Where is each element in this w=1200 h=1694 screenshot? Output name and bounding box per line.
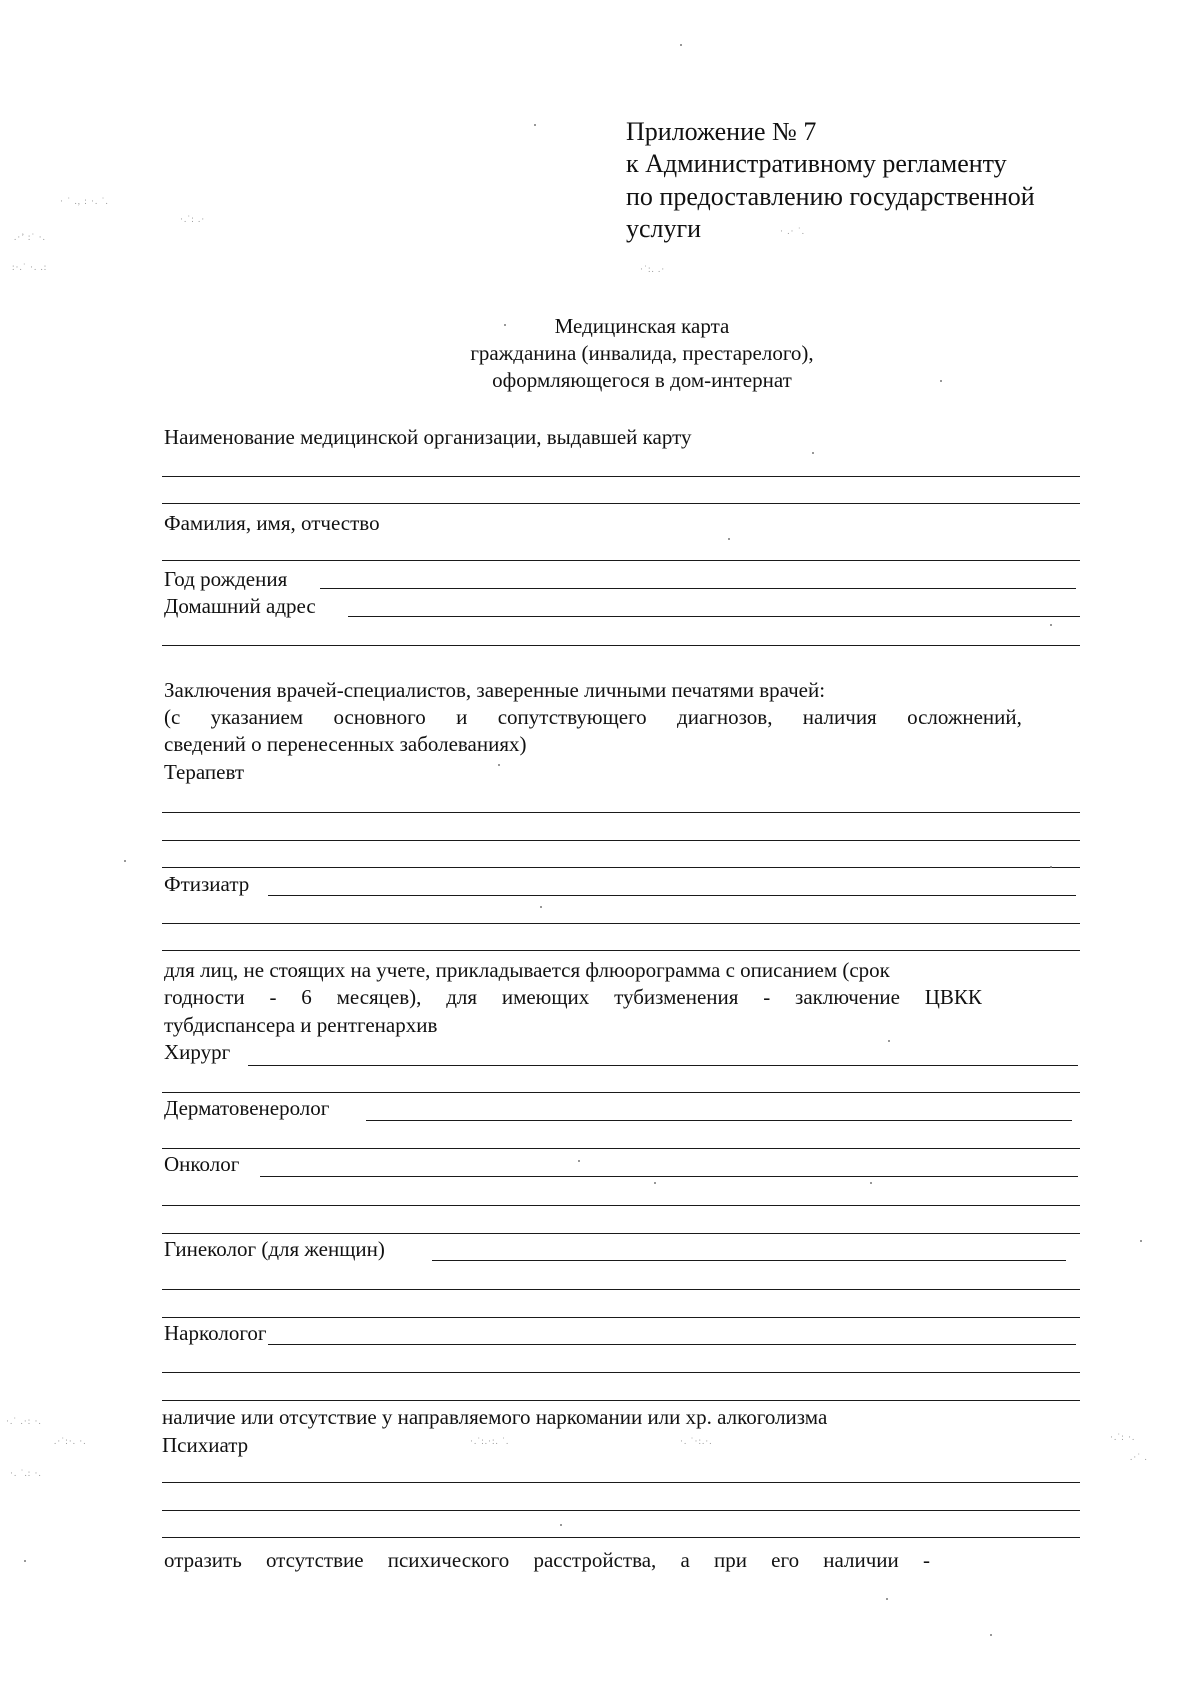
oncologist-line-1[interactable] [260, 1176, 1078, 1177]
scan-speck [654, 1182, 656, 1184]
therapist-line-2[interactable] [162, 840, 1080, 841]
psychiatric-note [164, 1547, 930, 1573]
scan-noise: .·’ :˙ ·. [14, 232, 46, 242]
scan-speck [1050, 866, 1052, 868]
psychiatrist-line-3[interactable] [162, 1537, 1080, 1538]
surgeon-line-1[interactable] [248, 1065, 1078, 1066]
home-address-line-2[interactable] [162, 645, 1080, 646]
scan-noise: ·.˙:.·:. ˙. [470, 1436, 510, 1446]
word: ЦВКК [924, 985, 982, 1009]
gynecologist-label: Гинеколог (для женщин) [164, 1237, 385, 1261]
word: расстройства, [533, 1548, 657, 1572]
word: указанием [210, 705, 304, 729]
narcologist-label: Наркологог [164, 1321, 267, 1345]
full-name-line[interactable] [162, 560, 1080, 561]
scan-speck [888, 1040, 890, 1042]
phthisiatrician-label: Фтизиатр [164, 872, 250, 896]
narcologist-line-3[interactable] [162, 1400, 1080, 1401]
word: месяцев), [336, 985, 422, 1009]
therapist-line-3[interactable] [162, 867, 1080, 868]
scan-noise: ·.˙ .·: ·. [6, 1416, 42, 1426]
scan-noise: ·.˙: ·. [1110, 1432, 1136, 1442]
document-subtitle-2: оформляющегося в дом-интернат [492, 368, 792, 392]
gynecologist-line-1[interactable] [432, 1260, 1066, 1261]
word: основного [333, 705, 426, 729]
appendix-number: Приложение № 7 [626, 117, 817, 146]
scan-speck [812, 452, 814, 454]
appendix-provision: по предоставлению государственной [626, 182, 1035, 211]
oncologist-line-3[interactable] [162, 1233, 1080, 1234]
oncologist-line-2[interactable] [162, 1205, 1080, 1206]
scan-speck [24, 1560, 26, 1562]
scan-noise: · .· ˙. [780, 226, 805, 236]
scan-speck [578, 1160, 580, 1162]
word: его [771, 1548, 800, 1572]
word: заключение [795, 985, 900, 1009]
home-address-label: Домашний адрес [164, 594, 316, 618]
psychiatrist-line-2[interactable] [162, 1510, 1080, 1511]
word: психического [387, 1548, 510, 1572]
narcology-note: наличие или отсутствие у направляемого наркомании или хр. алкоголизма [162, 1405, 828, 1429]
word: годности [164, 985, 245, 1009]
scan-noise: ·.˙: .· [180, 214, 206, 224]
fluorography-note: для лиц, не стоящих на учете, прикладывается флюорограмма с описанием (срок [164, 958, 890, 982]
word: диагнозов, [677, 705, 773, 729]
word: (с [164, 705, 181, 729]
home-address-line-1[interactable] [348, 616, 1080, 617]
psychiatrist-line-1[interactable] [162, 1482, 1080, 1483]
scan-speck [534, 124, 536, 126]
word: для [446, 985, 478, 1009]
fluorography-note-cont [164, 984, 982, 1010]
appendix-regulation: к Административному регламенту [626, 149, 1007, 178]
word: осложнений, [907, 705, 1022, 729]
scan-speck [540, 906, 542, 908]
dermatovenereologist-line-1[interactable] [366, 1120, 1072, 1121]
scan-speck [1050, 624, 1052, 626]
birth-year-label: Год рождения [164, 567, 288, 591]
scan-speck [870, 1182, 872, 1184]
narcologist-line-2[interactable] [162, 1372, 1080, 1373]
appendix-service: услуги [626, 214, 702, 243]
narcologist-line-1[interactable] [268, 1344, 1076, 1345]
organization-label: Наименование медицинской организации, выдавшей карту [164, 425, 692, 449]
organization-line-1[interactable] [162, 476, 1080, 477]
scan-speck [498, 764, 500, 766]
word: отразить [164, 1548, 242, 1572]
psychiatrist-label: Психиатр [162, 1433, 249, 1457]
dermatovenereologist-line-2[interactable] [162, 1148, 1080, 1149]
word: и [456, 705, 468, 729]
birth-year-line[interactable] [320, 588, 1076, 589]
phthisiatrician-line-3[interactable] [162, 950, 1080, 951]
scan-speck [940, 380, 942, 382]
word: отсутствие [265, 1548, 364, 1572]
word: имеющих [501, 985, 590, 1009]
document-title: Медицинская карта [554, 314, 730, 338]
scan-speck [886, 1598, 888, 1600]
scan-speck [1140, 1240, 1142, 1242]
surgeon-line-2[interactable] [162, 1092, 1080, 1093]
conclusions-intro: Заключения врачей-специалистов, заверенные личными печатями врачей: [164, 678, 826, 702]
scan-speck [990, 1634, 992, 1636]
scan-noise: .·˙:·. ·. [54, 1436, 87, 1446]
word: - [922, 1548, 930, 1572]
scan-speck [560, 1524, 562, 1526]
scan-speck [728, 538, 730, 540]
scan-speck [680, 44, 682, 46]
word: сопутствующего [497, 705, 647, 729]
word: наличия [802, 705, 877, 729]
document-subtitle: гражданина (инвалида, престарелого), [470, 341, 814, 365]
word: а [680, 1548, 690, 1572]
phthisiatrician-line-2[interactable] [162, 923, 1080, 924]
scan-noise: ·. ˙.: ·. [10, 1468, 42, 1478]
scan-noise: :·.˙ ·. .: [12, 262, 48, 272]
word: тубизменения [614, 985, 739, 1009]
conclusions-instructions [164, 704, 1022, 730]
word: 6 [301, 985, 312, 1009]
word: при [713, 1548, 747, 1572]
therapist-line-1[interactable] [162, 812, 1080, 813]
word: - [763, 985, 771, 1009]
oncologist-label: Онколог [164, 1152, 240, 1176]
organization-line-2[interactable] [162, 503, 1080, 504]
scan-noise: .·˙ . [1130, 1452, 1148, 1462]
full-name-label: Фамилия, имя, отчество [164, 511, 380, 535]
scan-noise: ·. ˙·:.·. [680, 1436, 713, 1446]
phthisiatrician-line-1[interactable] [268, 895, 1076, 896]
fluorography-note-end: тубдиспансера и рентгенархив [164, 1013, 438, 1037]
dermatovenereologist-label: Дерматовенеролог [164, 1096, 330, 1120]
word: наличии [823, 1548, 899, 1572]
scan-noise: ·˙:. .· [640, 264, 666, 274]
gynecologist-line-2[interactable] [162, 1289, 1080, 1290]
gynecologist-line-3[interactable] [162, 1317, 1080, 1318]
surgeon-label: Хирург [164, 1040, 231, 1064]
scan-speck [504, 324, 506, 326]
therapist-label: Терапевт [164, 760, 245, 784]
scan-speck [124, 860, 126, 862]
word: - [269, 985, 277, 1009]
conclusions-instructions-cont: сведений о перенесенных заболеваниях) [164, 732, 527, 756]
scan-noise: · ˙ ., : ·. ˙. [60, 196, 109, 206]
